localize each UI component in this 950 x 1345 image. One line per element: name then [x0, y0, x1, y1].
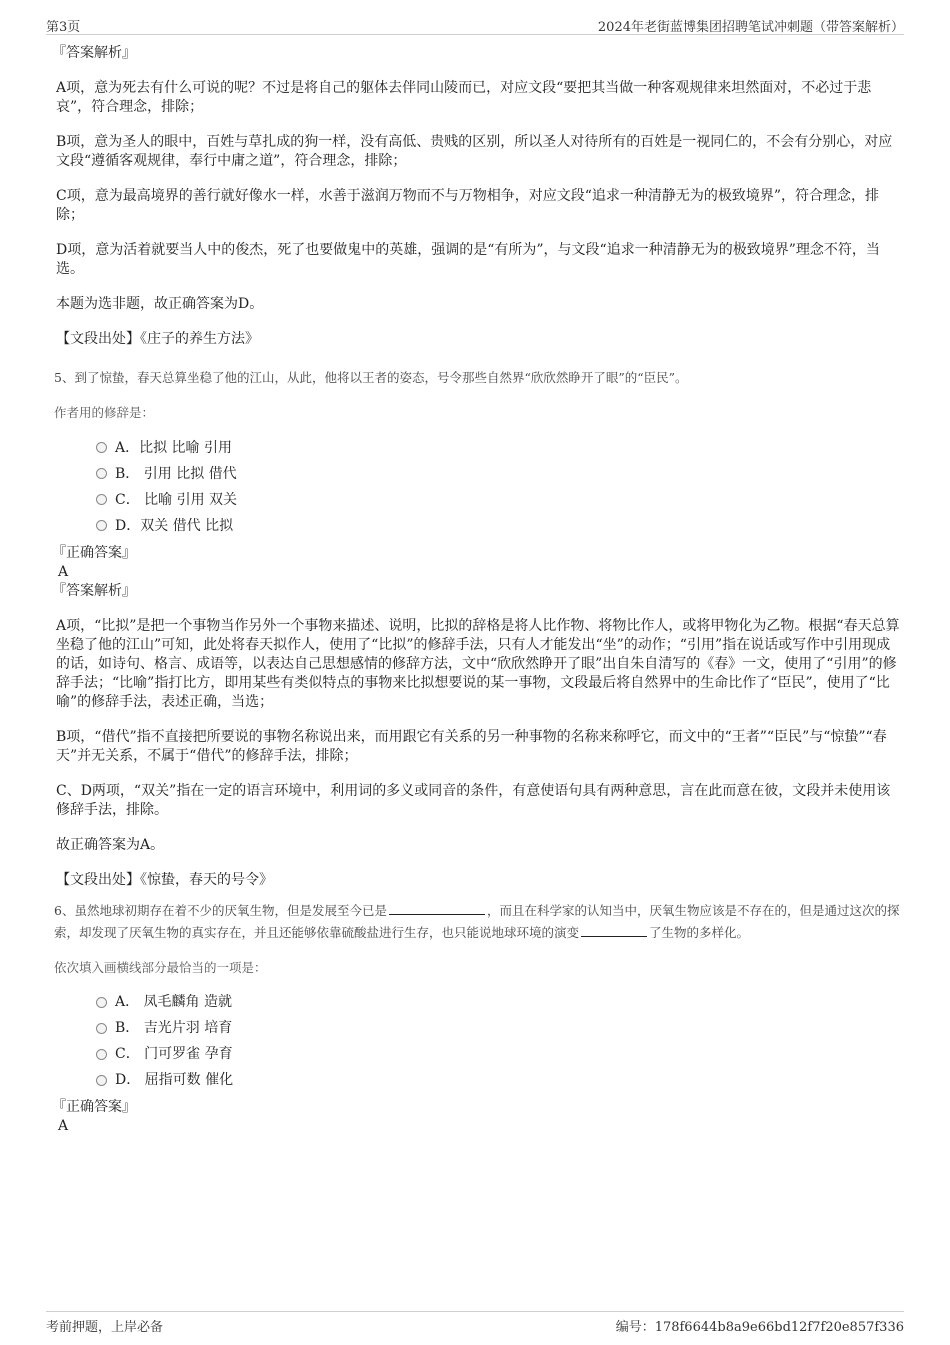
- analysis-paragraph: B项，意为圣人的眼中，百姓与草扎成的狗一样，没有高低、贵贱的区别，所以圣人对待所有的百姓是一视同仁的，不会有分别心，对应文段“遵循客观规律，奉行中庸之道”，符合理念，排除；: [56, 134, 893, 169]
- option-d[interactable]: [96, 512, 902, 538]
- option-label: C． 门可罗雀 孕育: [115, 1046, 233, 1062]
- source-citation: 【文段出处】《惊蛰，春天的号令》: [56, 871, 273, 888]
- question-prompt: 依次填入画横线部分最恰当的一项是：: [54, 959, 267, 975]
- radio-icon[interactable]: [96, 520, 107, 531]
- question-text-part: 了生物的多样化。: [649, 924, 750, 940]
- page-footer: [46, 1311, 904, 1334]
- radio-icon[interactable]: [96, 468, 107, 479]
- option-label: A． 凤毛麟角 造就: [115, 994, 233, 1010]
- page-number: 第3页: [46, 20, 81, 35]
- option-a[interactable]: [96, 988, 902, 1014]
- footer-slogan: 考前押题，上岸必备: [46, 1320, 164, 1335]
- document-body: [52, 44, 902, 1136]
- answer-conclusion: 故正确答案为A。: [56, 836, 165, 853]
- option-list: [96, 434, 902, 538]
- option-label: D． 屈指可数 催化: [115, 1072, 234, 1088]
- option-label: B． 引用 比拟 借代: [115, 465, 237, 482]
- question-text-part: 6、虽然地球初期存在着不少的厌氧生物，但是发展至今已是: [54, 902, 387, 918]
- answer-conclusion: 本题为选非题，故正确答案为D。: [56, 296, 264, 312]
- fill-blank: [389, 900, 485, 915]
- analysis-paragraph: C、D两项，“双关”指在一定的语言环境中，利用词的多义或同音的条件，有意使语句具有两种意思，言在此而意在彼，文段并未使用该修辞手法，排除。: [56, 782, 891, 818]
- option-b[interactable]: [96, 1014, 902, 1040]
- analysis-paragraph: B项，“借代”指不直接把所要说的事物名称说出来，而用跟它有关系的另一种事物的名称来称呼它，而文中的“王者”“臣民”与“惊蛰”“春天”并无关系，不属于“借代”的修辞手法，排除；: [56, 728, 887, 764]
- option-d[interactable]: [96, 1066, 902, 1092]
- analysis-paragraph: C项，意为最高境界的善行就好像水一样，水善于滋润万物而不与万物相争，对应文段“追求一种清静无为的极致境界”，符合理念，排除；: [56, 188, 880, 223]
- analysis-label: 『答案解析』: [52, 45, 136, 61]
- option-label: D．双关 借代 比拟: [115, 517, 234, 534]
- correct-answer: A: [58, 1118, 69, 1134]
- correct-answer-label: 『正确答案』: [52, 1099, 136, 1115]
- radio-icon[interactable]: [96, 997, 107, 1008]
- source-citation: 【文段出处】《庄子的养生方法》: [56, 331, 259, 347]
- option-b[interactable]: [96, 460, 902, 486]
- page-header: [46, 14, 904, 35]
- option-list: [96, 988, 902, 1092]
- question-text: [54, 900, 902, 944]
- option-a[interactable]: [96, 434, 902, 460]
- radio-icon[interactable]: [96, 494, 107, 505]
- correct-answer-label: 『正确答案』: [52, 544, 136, 561]
- question-text: 5、到了惊蛰，春天总算坐稳了他的江山，从此，他将以王者的姿态，号令那些自然界“欣欣然睁开了眼”的“臣民”。: [54, 370, 688, 385]
- option-c[interactable]: [96, 1040, 902, 1066]
- analysis-paragraph: A项，“比拟”是把一个事物当作另外一个事物来描述、说明，比拟的辞格是将人比作物、将物比作人，或将甲物化为乙物。根据“春天总算坐稳了他的江山”可知，此处将春天拟作人，使用了“比拟”的修辞手法，只有人才能发出“坐”的动作；“引用”指在说话或写作中引用现成的话，如诗句、格言、成语等，以表达自己思想感情的修辞方法，文中“欣欣然睁开了眼”出自朱自清写的《春》一文，使用了“引用”的修辞手法；“比喻”指打比方，即用某些有类似特点的事物来比拟想要说的某一事物，文段最后将自然界中的生命比作了“臣民”，使用了“比喻”的修辞手法，表述正确，当选；: [56, 617, 900, 710]
- radio-icon[interactable]: [96, 1049, 107, 1060]
- fill-blank: [581, 922, 647, 937]
- question-text-part: ，而且在科学家的认知当中，厌氧生物应该是不存在的，但是通过这次的探索，却发现了厌氧生物的真实存在，并且还能够依靠硫酸盐进行生存，也只能说地球环境的演变: [54, 902, 900, 940]
- radio-icon[interactable]: [96, 442, 107, 453]
- analysis-paragraph: A项，意为死去有什么可说的呢？不过是将自己的躯体去伴同山陵而已，对应文段“要把其当做一种客观规律来坦然面对，不必过于悲哀”，符合理念，排除；: [56, 80, 872, 115]
- option-label: C． 比喻 引用 双关: [115, 491, 238, 508]
- question-prompt: 作者用的修辞是：: [54, 405, 155, 420]
- correct-answer: A: [58, 563, 69, 580]
- option-label: A．比拟 比喻 引用: [115, 439, 233, 456]
- option-c[interactable]: [96, 486, 902, 512]
- radio-icon[interactable]: [96, 1023, 107, 1034]
- option-label: B． 吉光片羽 培育: [115, 1020, 233, 1036]
- analysis-label: 『答案解析』: [52, 582, 136, 599]
- radio-icon[interactable]: [96, 1075, 107, 1086]
- analysis-paragraph: D项，意为活着就要当人中的俊杰，死了也要做鬼中的英雄，强调的是“有所为”，与文段“追求一种清静无为的极致境界”理念不符，当选。: [56, 242, 880, 277]
- document-serial: 编号：178f6644b8a9e66bd12f7f20e857f336: [615, 1320, 904, 1335]
- document-title: 2024年老街蓝博集团招聘笔试冲刺题（带答案解析）: [597, 20, 904, 35]
